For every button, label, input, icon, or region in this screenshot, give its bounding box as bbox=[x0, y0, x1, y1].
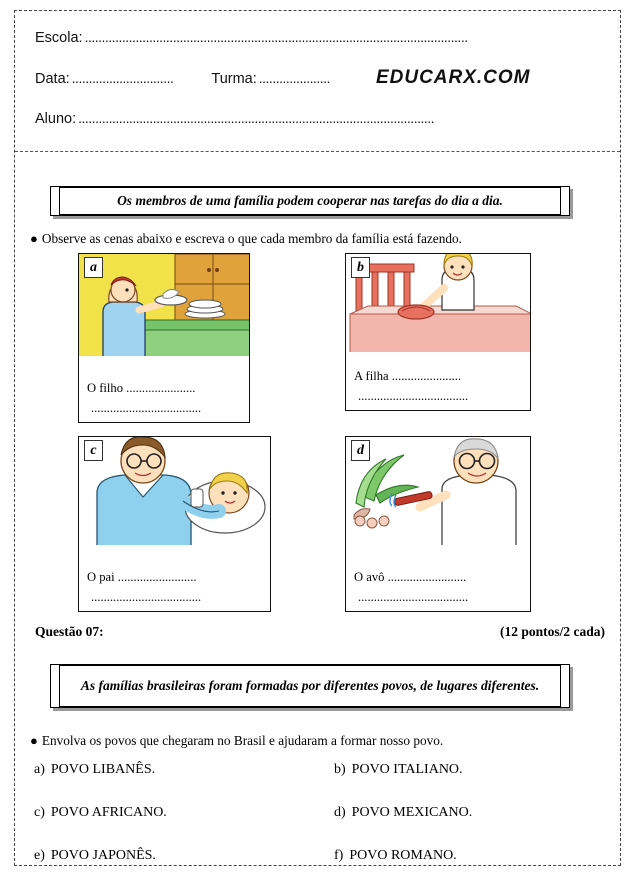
statement-banner-2 bbox=[50, 664, 570, 708]
answer-line-b-1: A filha ...................... bbox=[354, 369, 462, 383]
option-e[interactable] bbox=[34, 848, 334, 864]
card-letter-b: b bbox=[351, 257, 370, 278]
option-a[interactable] bbox=[34, 762, 334, 778]
statement-banner-1 bbox=[50, 186, 570, 216]
date-fill-line[interactable]: .............................. bbox=[71, 70, 174, 86]
class-fill-line[interactable]: ..................... bbox=[258, 70, 330, 86]
instruction-1-text: Observe as cenas abaixo e escreva o que cada membro da família está fazendo. bbox=[41, 231, 462, 246]
worksheet-header bbox=[15, 11, 620, 151]
answer-area-b[interactable] bbox=[346, 366, 530, 406]
option-e-key: e) bbox=[34, 848, 45, 863]
answer-line-a-2: ................................... bbox=[91, 401, 202, 415]
scene-illustration-d bbox=[346, 437, 530, 545]
card-letter-a: a bbox=[84, 257, 103, 278]
student-line bbox=[35, 110, 600, 127]
instruction-2 bbox=[30, 733, 443, 749]
answer-line-d-1: O avô ......................... bbox=[354, 570, 467, 584]
school-fill-line[interactable]: ................................................................................................................. bbox=[84, 29, 468, 45]
date-label: Data: bbox=[35, 71, 70, 87]
option-b-label: POVO ITALIANO. bbox=[351, 762, 463, 777]
option-b-key: b) bbox=[334, 762, 346, 777]
answer-line-b-2: ................................... bbox=[358, 389, 469, 403]
option-d[interactable] bbox=[334, 805, 472, 821]
answer-line-c-1: O pai ......................... bbox=[87, 570, 197, 584]
option-c-key: c) bbox=[34, 805, 45, 820]
scene-illustration-c bbox=[79, 437, 270, 545]
date-class-line bbox=[35, 67, 600, 89]
header-divider bbox=[15, 151, 620, 152]
scene-card-b[interactable] bbox=[345, 253, 531, 411]
options-row-3 bbox=[34, 848, 594, 864]
option-d-label: POVO MEXICANO. bbox=[351, 805, 473, 820]
statement-banner-2-text: As famílias brasileiras foram formadas por diferentes povos, de lugares diferentes. bbox=[80, 678, 540, 693]
school-line bbox=[35, 29, 600, 46]
option-a-label: POVO LIBANÊS. bbox=[50, 762, 156, 777]
site-logo: EDUCARX.COM bbox=[375, 67, 531, 88]
option-b[interactable] bbox=[334, 762, 463, 778]
bullet-icon: ● bbox=[30, 231, 38, 246]
options-row-2 bbox=[34, 805, 594, 821]
card-letter-c: c bbox=[84, 440, 103, 461]
option-e-label: POVO JAPONÊS. bbox=[50, 848, 156, 863]
bullet-icon: ● bbox=[30, 733, 38, 748]
school-label: Escola: bbox=[35, 30, 83, 46]
scene-card-d[interactable] bbox=[345, 436, 531, 612]
option-d-key: d) bbox=[334, 805, 346, 820]
answer-line-d-2: ................................... bbox=[358, 590, 469, 604]
student-label: Aluno: bbox=[35, 111, 77, 127]
option-a-key: a) bbox=[34, 762, 45, 777]
class-label: Turma: bbox=[211, 71, 257, 87]
scene-illustration-b bbox=[346, 254, 530, 352]
answer-line-a-1: O filho ...................... bbox=[87, 381, 196, 395]
answer-area-a[interactable] bbox=[79, 378, 249, 418]
option-f-key: f) bbox=[334, 848, 344, 863]
options-list bbox=[34, 762, 594, 891]
answer-area-d[interactable] bbox=[346, 567, 530, 607]
question-label: Questão 07: bbox=[35, 624, 104, 639]
question-row bbox=[35, 624, 605, 640]
option-f-label: POVO ROMANO. bbox=[349, 848, 457, 863]
option-c-label: POVO AFRICANO. bbox=[50, 805, 167, 820]
scene-card-a[interactable] bbox=[78, 253, 250, 423]
question-points: (12 pontos/2 cada) bbox=[499, 624, 605, 639]
statement-banner-1-text: Os membros de uma família podem cooperar nas tarefas do dia a dia. bbox=[117, 193, 503, 208]
answer-line-c-2: ................................... bbox=[91, 590, 202, 604]
answer-area-c[interactable] bbox=[79, 567, 270, 607]
options-row-1 bbox=[34, 762, 594, 778]
instruction-1 bbox=[30, 231, 462, 247]
instruction-2-text: Envolva os povos que chegaram no Brasil e ajudaram a formar nosso povo. bbox=[41, 733, 444, 748]
scene-card-c[interactable] bbox=[78, 436, 271, 612]
option-c[interactable] bbox=[34, 805, 334, 821]
card-letter-d: d bbox=[351, 440, 370, 461]
option-f[interactable] bbox=[334, 848, 457, 864]
student-fill-line[interactable]: ......................................................................................................... bbox=[78, 110, 435, 126]
scene-illustration-a bbox=[79, 254, 249, 356]
